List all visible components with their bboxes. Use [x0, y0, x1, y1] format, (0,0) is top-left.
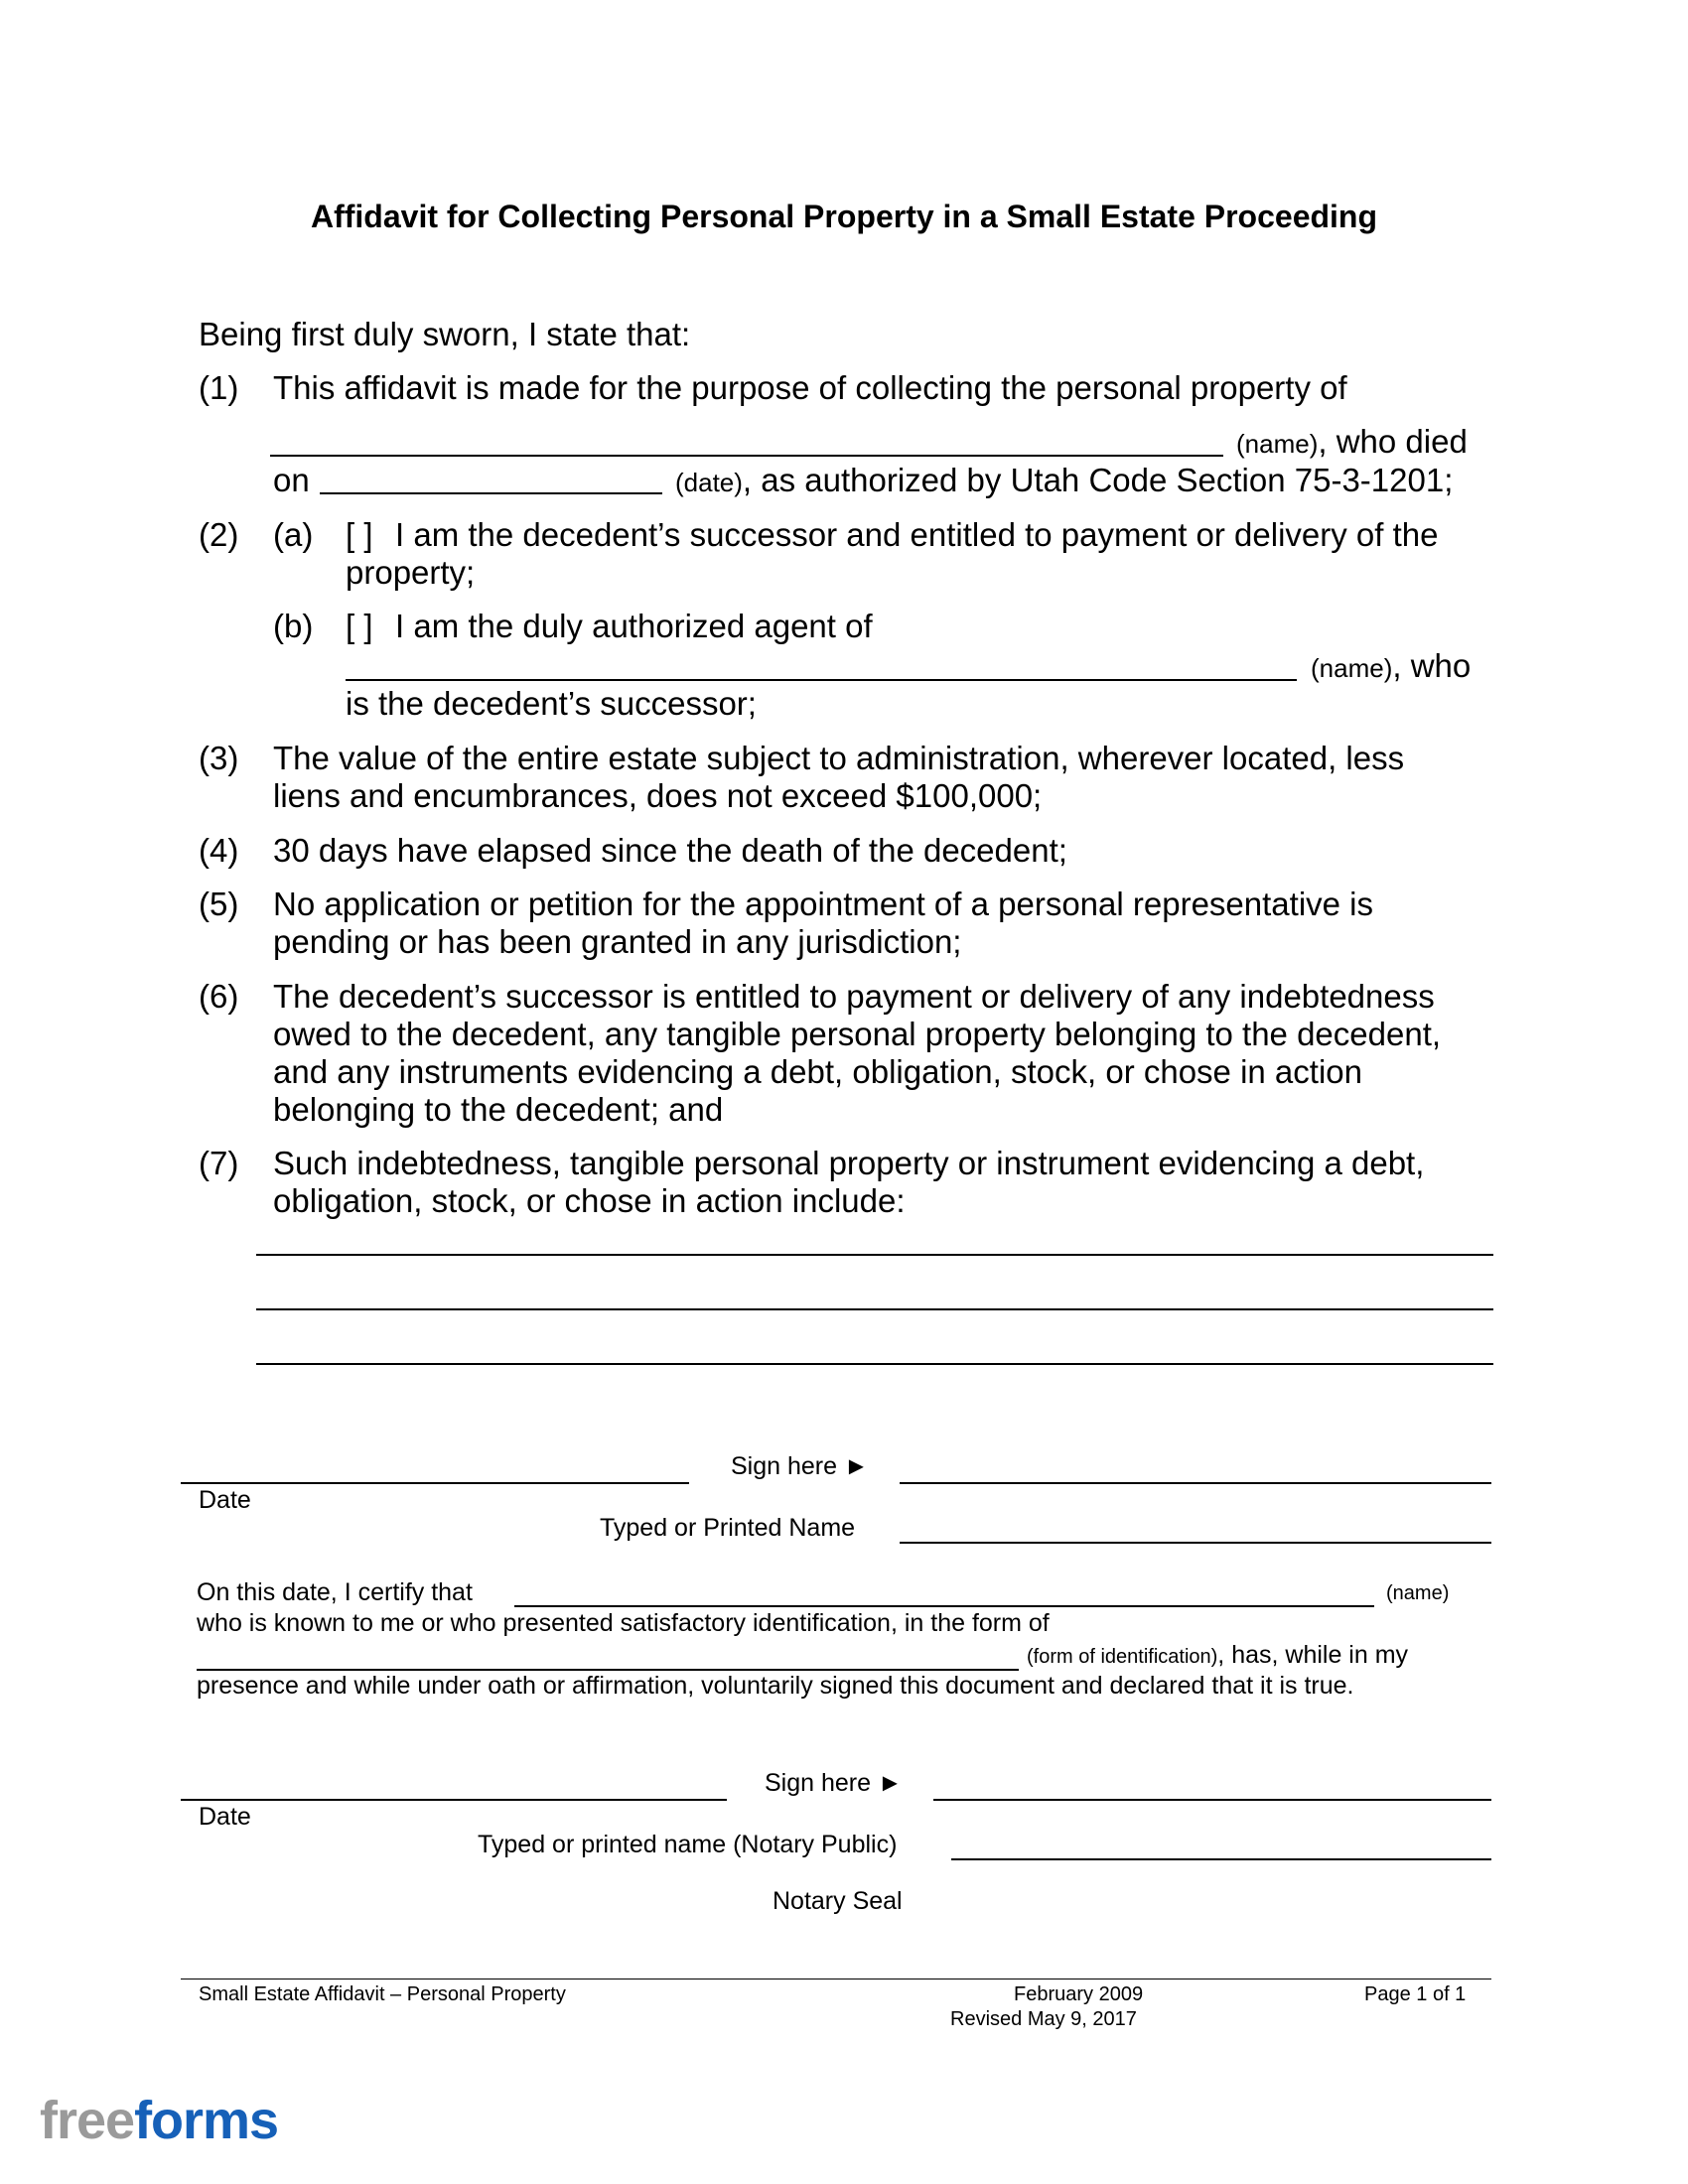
- property-line-2[interactable]: [256, 1308, 1493, 1310]
- freeforms-logo: [40, 2090, 278, 2151]
- date-field-1[interactable]: [181, 1482, 689, 1484]
- has-while-text: , has, while in my: [1217, 1641, 1409, 1669]
- footer-page-number: Page 1 of 1: [1364, 1983, 1467, 2005]
- signer-name-field[interactable]: [514, 1605, 1374, 1607]
- item-2a-line-1: I am the decedent’s successor and entitled to payment or delivery of the: [395, 516, 1439, 553]
- typed-name-label-1: Typed or Printed Name: [600, 1514, 856, 1542]
- date-label-2: Date: [199, 1803, 251, 1831]
- property-line-1[interactable]: [256, 1254, 1493, 1256]
- item-2a-line-2: property;: [346, 554, 476, 591]
- item-3-line-2: liens and encumbrances, does not exceed $100,000;: [273, 777, 1043, 814]
- document-title: Affidavit for Collecting Personal Property in a Small Estate Proceeding: [310, 199, 1378, 234]
- typed-name-label-2: Typed or printed name (Notary Public): [478, 1831, 898, 1858]
- who-died-text: , who died: [1318, 423, 1468, 460]
- item-number-6: (6): [199, 978, 239, 1015]
- item-5-line-1: No application or petition for the appointment of a personal representative is: [273, 886, 1373, 922]
- date-label-1: Date: [199, 1486, 251, 1514]
- on-label: on: [273, 462, 310, 498]
- name-hint: (name): [1236, 429, 1319, 459]
- item-1-line-2: [1236, 423, 1468, 463]
- sign-here-label-1: Sign here ►: [731, 1452, 869, 1480]
- item-4-text: 30 days have elapsed since the death of the decedent;: [273, 832, 1067, 869]
- sub-item-b-label: (b): [273, 608, 314, 644]
- item-6-line-3: and any instruments evidencing a debt, obligation, stock, or chose in action: [273, 1053, 1362, 1090]
- certify-text: On this date, I certify that: [197, 1578, 473, 1606]
- item-2b-line-3: is the decedent’s successor;: [346, 685, 757, 722]
- name-hint-2: (name): [1311, 653, 1393, 683]
- item-1-line-3: [675, 462, 1453, 501]
- sign-here-label-2: Sign here ►: [765, 1769, 903, 1797]
- signature-field-1[interactable]: [900, 1482, 1491, 1484]
- death-date-field[interactable]: [320, 492, 662, 494]
- item-number-1: (1): [199, 369, 239, 406]
- footer-revised: Revised May 9, 2017: [950, 2008, 1137, 2030]
- item-number-5: (5): [199, 886, 239, 922]
- item-number-4: (4): [199, 832, 239, 869]
- intro-text: Being first duly sworn, I state that:: [199, 316, 691, 352]
- typed-name-field-1[interactable]: [900, 1542, 1491, 1544]
- who-text: , who: [1392, 647, 1472, 684]
- item-6-line-2: owed to the decedent, any tangible personal property belonging to the decedent,: [273, 1016, 1442, 1052]
- item-6-line-4: belonging to the decedent; and: [273, 1091, 724, 1128]
- property-line-3[interactable]: [256, 1363, 1493, 1365]
- item-3-line-1: The value of the entire estate subject to administration, wherever located, less: [273, 740, 1405, 776]
- typed-name-field-2[interactable]: [951, 1858, 1491, 1860]
- date-field-2[interactable]: [181, 1799, 727, 1801]
- item-number-2: (2): [199, 516, 239, 553]
- signature-field-2[interactable]: [933, 1799, 1491, 1801]
- form-identification-text: [1027, 1640, 1408, 1670]
- authorized-text: , as authorized by Utah Code Section 75-3-1201;: [742, 462, 1454, 498]
- footer-date: February 2009: [1014, 1983, 1144, 2005]
- item-2b-line-2: [1311, 647, 1471, 687]
- sub-item-a-label: (a): [273, 516, 314, 553]
- checkbox-successor[interactable]: [ ]: [346, 516, 373, 553]
- item-number-7: (7): [199, 1145, 239, 1181]
- successor-name-field[interactable]: [346, 679, 1297, 681]
- footer-form-name: Small Estate Affidavit – Personal Property: [199, 1983, 566, 2005]
- known-text: who is known to me or who presented satisfactory identification, in the form of: [197, 1609, 1050, 1637]
- item-7-line-1: Such indebtedness, tangible personal property or instrument evidencing a debt,: [273, 1145, 1425, 1181]
- logo-free: free: [40, 2091, 135, 2150]
- logo-forms: forms: [134, 2091, 279, 2150]
- notary-name-hint: (name): [1386, 1582, 1450, 1604]
- date-hint: (date): [675, 468, 743, 497]
- item-6-line-1: The decedent’s successor is entitled to payment or delivery of any indebtedness: [273, 978, 1435, 1015]
- checkbox-agent[interactable]: [ ]: [346, 608, 373, 644]
- notary-seal-label: Notary Seal: [773, 1887, 903, 1915]
- item-number-3: (3): [199, 740, 239, 776]
- form-hint: (form of identification): [1027, 1646, 1218, 1668]
- item-1-line-1: This affidavit is made for the purpose of collecting the personal property of: [273, 369, 1347, 406]
- decedent-name-field[interactable]: [270, 455, 1223, 457]
- presence-text: presence and while under oath or affirmation, voluntarily signed this document and declared that it is true.: [197, 1672, 1354, 1700]
- item-5-line-2: pending or has been granted in any jurisdiction;: [273, 923, 962, 960]
- item-2b-line-1: I am the duly authorized agent of: [395, 608, 873, 644]
- item-7-line-2: obligation, stock, or chose in action include:: [273, 1182, 906, 1219]
